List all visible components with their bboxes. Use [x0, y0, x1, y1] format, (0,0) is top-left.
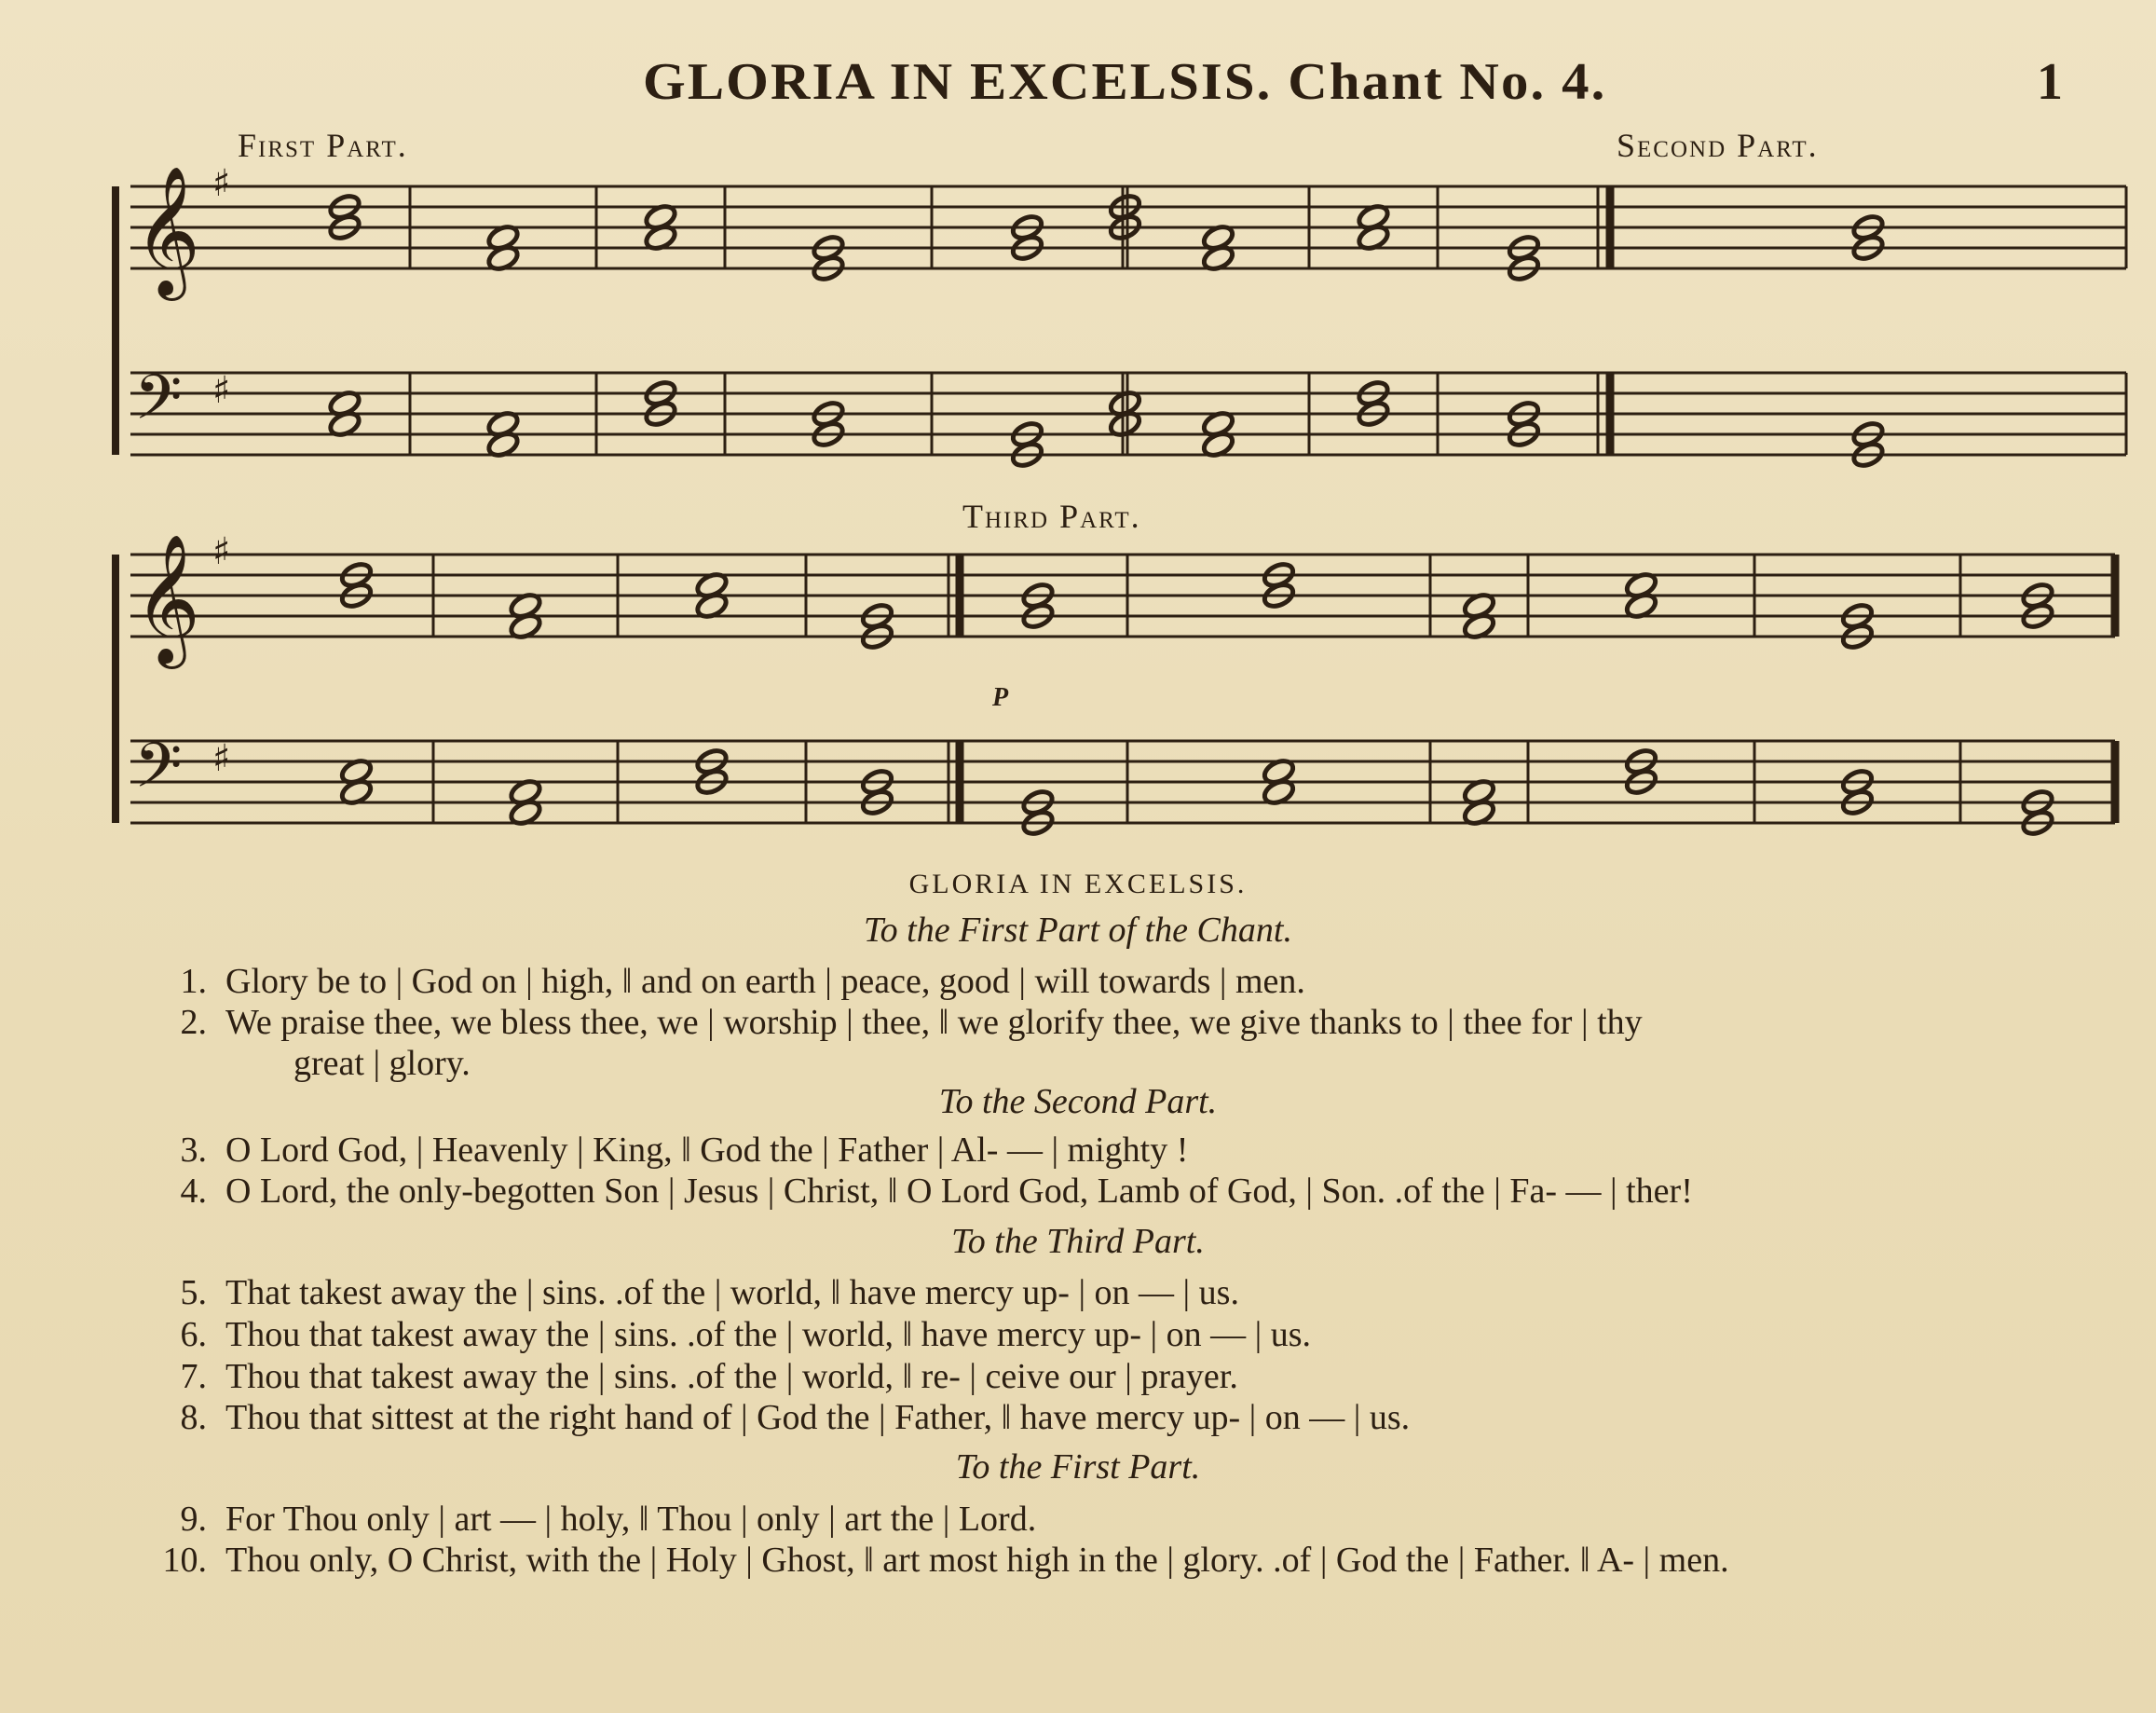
- verse-8: 8. Thou that sittest at the right hand of | God the | Father, ‖ have mercy up- | on — | us.: [180, 1398, 1411, 1437]
- key-signature-sharp: ♯: [212, 369, 231, 412]
- verse-9: 9. For Thou only | art — | holy, ‖ Thou | only | art the | Lord.: [180, 1500, 1037, 1539]
- verse-3: 3. O Lord God, | Heavenly | King, ‖ God the | Father | Al- — | mighty !: [180, 1131, 1189, 1170]
- page-number: 1: [2037, 53, 2063, 111]
- bass-clef: 𝄢: [134, 362, 183, 448]
- page-title: GLORIA IN EXCELSIS. Chant No. 4.: [643, 53, 1607, 111]
- piano-dynamic: p: [992, 672, 1011, 714]
- bass-clef: 𝄢: [134, 730, 183, 816]
- third-part-label: Third Part.: [962, 498, 1141, 535]
- verse-5: 5. That takest away the | sins. .of the | world, ‖ have mercy up- | on — | us.: [180, 1273, 1239, 1312]
- clefs: [134, 162, 230, 816]
- staff-lines: [130, 186, 2126, 823]
- heading-first-part-again: To the First Part.: [955, 1447, 1201, 1487]
- key-signature-sharp: ♯: [212, 530, 231, 573]
- verse-4: 4. O Lord, the only-begotten Son | Jesus | Christ, ‖ O Lord God, Lamb of God, | Son. .of the | Fa- — | ther!: [180, 1172, 1693, 1211]
- heading-first-part: To the First Part of the Chant.: [864, 911, 1292, 950]
- heading-third-part: To the Third Part.: [951, 1222, 1205, 1261]
- verse-2: 2. We praise thee, we bless thee, we | worship | thee, ‖ we glorify thee, we give thanks to | thee for | thy great | glory.: [180, 1003, 1643, 1083]
- key-signature-sharp: ♯: [212, 737, 231, 780]
- text-section-title: GLORIA IN EXCELSIS.: [908, 869, 1248, 899]
- verse-1: 1. Glory be to | God on | high, ‖ and on earth | peace, good | will towards | men.: [180, 962, 1305, 1001]
- key-signature-sharp: ♯: [212, 162, 231, 205]
- second-part-label: Second Part.: [1617, 127, 1819, 164]
- bar-lines: [116, 186, 2126, 823]
- verse-7: 7. Thou that takest away the | sins. .of the | world, ‖ re- | ceive our | prayer.: [180, 1357, 1238, 1396]
- treble-clef: 𝄞: [134, 534, 200, 664]
- heading-second-part: To the Second Part.: [938, 1082, 1218, 1121]
- verse-6: 6. Thou that takest away the | sins. .of the | world, ‖ have mercy up- | on — | us.: [180, 1315, 1312, 1354]
- verse-10: 10. Thou only, O Christ, with the | Holy | Ghost, ‖ art most high in the | glory. .of | God the | Father. ‖ A- | men.: [162, 1541, 1729, 1580]
- first-part-label: First Part.: [238, 127, 408, 164]
- treble-clef: 𝄞: [134, 166, 200, 295]
